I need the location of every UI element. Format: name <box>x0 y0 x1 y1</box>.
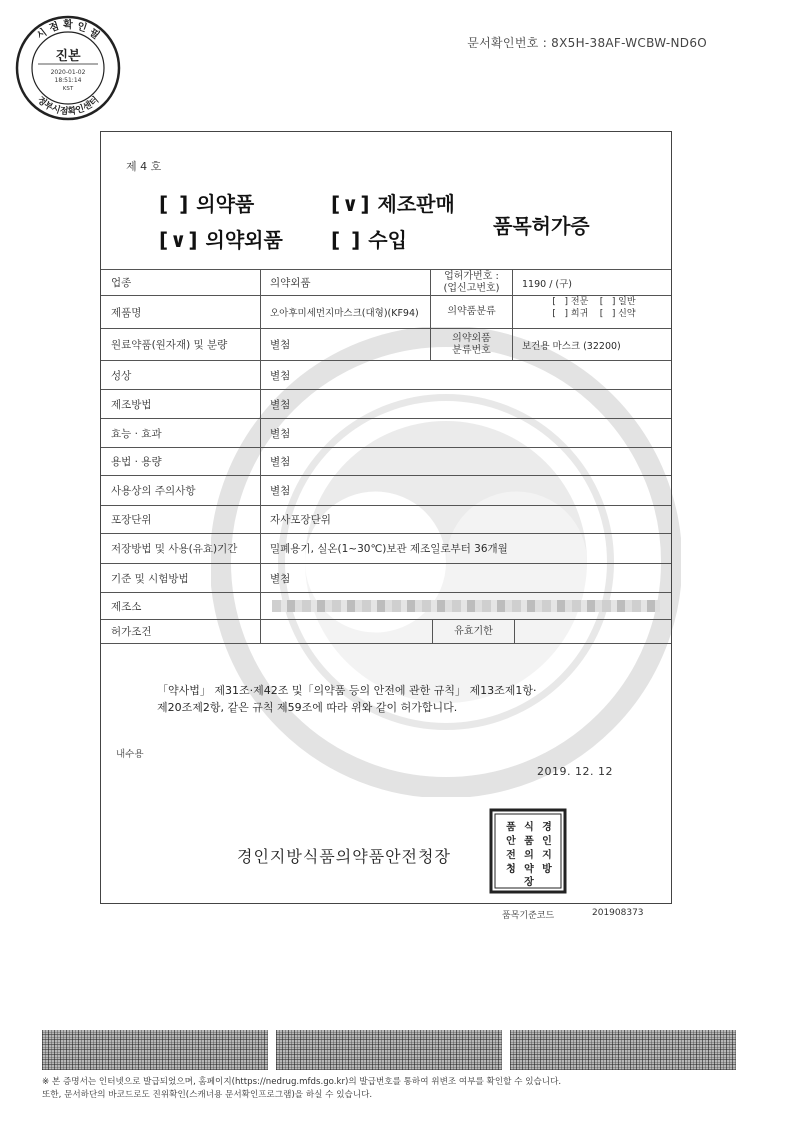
svg-text:안: 안 <box>506 836 516 847</box>
usage-value: 별첨 <box>270 456 291 468</box>
usage-label: 용법 · 용량 <box>101 448 261 475</box>
svg-text:전: 전 <box>506 850 516 861</box>
option-quasi-drug <box>159 224 283 253</box>
option-medicine-label: 의약품 <box>196 192 255 216</box>
table-row <box>101 360 671 389</box>
storage-label: 저장방법 및 사용(유효)기간 <box>101 534 261 563</box>
precautions-label: 사용상의 주의사항 <box>101 476 261 505</box>
option-quasi-drug-label: 의약외품 <box>205 228 283 252</box>
legal-line2: 제20조제2항, 같은 규칙 제59조에 따라 위와 같이 허가합니다. <box>157 701 458 714</box>
svg-text:품: 품 <box>506 822 516 833</box>
table-row <box>101 533 671 563</box>
svg-text:방: 방 <box>542 864 552 875</box>
certificate-frame <box>100 131 672 921</box>
expiry-label: 유효기한 <box>433 620 515 643</box>
classification-checkboxes <box>513 296 671 328</box>
table-row <box>101 389 671 418</box>
certificate-title: 품목허가증 <box>493 214 590 238</box>
table-row <box>101 269 671 295</box>
svg-text:경: 경 <box>542 822 552 833</box>
quasi-class-label-line1: 의약외품 <box>452 332 491 344</box>
notice-line1: ※ 본 증명서는 인터넷으로 발급되었으며, 홈페이지(https://nedrug.mfds.go.kr)의 발급번호를 통하여 위변조 여부를 확인할 수 있습니다. <box>42 1077 562 1087</box>
checkbox-manufacture-sale: [∨] <box>331 192 372 216</box>
table-row <box>101 619 671 644</box>
precautions-value: 별첨 <box>270 485 291 497</box>
ingredients-label: 원료약품(원자재) 및 분량 <box>101 329 261 360</box>
legal-basis-text <box>157 682 536 716</box>
svg-text:시 점 확 인 필: 시 점 확 인 필 <box>34 20 102 42</box>
table-row <box>101 563 671 592</box>
svg-text:인: 인 <box>542 836 552 847</box>
properties-label: 성상 <box>101 361 261 389</box>
product-name-value: 오아후미세먼지마스크(대형)(KF94) <box>261 296 431 328</box>
quasi-class-label-line2: 분류번호 <box>452 344 491 356</box>
legal-line1: 「약사법」 제31조·제42조 및「의약품 등의 안전에 관한 규칙」 제13조제1항· <box>157 684 537 697</box>
packaging-unit-label: 포장단위 <box>101 506 261 533</box>
verification-barcode <box>510 1030 736 1070</box>
redaction-blur <box>272 600 660 612</box>
svg-text:품: 품 <box>524 836 534 847</box>
standards-label: 기준 및 시험방법 <box>101 564 261 592</box>
svg-text:의: 의 <box>524 850 534 861</box>
svg-text:장: 장 <box>524 877 534 888</box>
option-manufacture-sale <box>331 188 455 217</box>
business-type-label: 업종 <box>101 270 261 295</box>
product-code-value: 201908373 <box>592 908 644 918</box>
table-row <box>101 418 671 447</box>
option-import <box>331 224 407 253</box>
table-row <box>101 505 671 533</box>
table-row <box>101 475 671 505</box>
svg-text:2020-01-02: 2020-01-02 <box>50 69 86 76</box>
license-number-label-line1: 업허가번호 : <box>444 270 499 282</box>
expiry-value <box>515 620 671 643</box>
table-row <box>101 592 671 619</box>
efficacy-label: 효능 · 효과 <box>101 419 261 447</box>
product-name-label: 제품명 <box>101 296 261 328</box>
table-row <box>101 328 671 360</box>
table-row <box>101 447 671 475</box>
manufacturing-method-value: 별첨 <box>270 398 291 411</box>
standards-value: 별첨 <box>270 572 291 585</box>
option-medicine <box>159 188 254 217</box>
efficacy-value: 별첨 <box>270 427 291 440</box>
svg-text:식: 식 <box>524 822 534 833</box>
svg-text:KST: KST <box>62 86 74 92</box>
issue-date: 2019. 12. 12 <box>537 765 613 778</box>
svg-text:청: 청 <box>506 864 516 875</box>
quasi-class-label <box>431 329 513 360</box>
option-manufacture-sale-label: 제조판매 <box>377 192 455 216</box>
classification-label: 의약품분류 <box>431 296 513 328</box>
manufacturer-label: 제조소 <box>101 593 261 619</box>
notice-line2: 또한, 문서하단의 바코드로도 진위확인(스캐너용 문서확인프로그램)을 하실 수 있습니다. <box>42 1090 373 1100</box>
checkbox-quasi-drug: [∨] <box>159 228 200 252</box>
official-seal <box>489 808 567 894</box>
svg-text:18:51:14: 18:51:14 <box>54 77 82 84</box>
option-import-label: 수입 <box>368 228 407 252</box>
issuing-authority: 경인지방식품의약품안전청장 <box>237 847 451 866</box>
manufacturing-method-label: 제조방법 <box>101 390 261 418</box>
authenticity-stamp <box>14 14 122 122</box>
license-table <box>101 269 671 644</box>
product-code-label: 품목기준코드 <box>502 911 555 921</box>
issuance-notice <box>42 1076 561 1102</box>
svg-text:진본: 진본 <box>55 49 81 64</box>
checkbox-medicine: [ ] <box>159 192 191 216</box>
domestic-use-label: 내수용 <box>116 749 144 760</box>
svg-text:지: 지 <box>542 850 552 861</box>
conditions-value <box>261 620 433 643</box>
quasi-class-value: 보건용 마스크 (32200) <box>522 340 621 352</box>
conditions-label: 허가조건 <box>101 620 261 643</box>
svg-text:약: 약 <box>524 864 534 875</box>
storage-value: 밀폐용기, 실온(1~30℃)보관 제조일로부터 36개월 <box>270 543 508 555</box>
verification-barcode <box>42 1030 268 1070</box>
classification-line2: [ ] 희귀 [ ] 신약 <box>552 309 636 319</box>
ingredients-value: 별첨 <box>261 329 431 360</box>
license-number-value: 1190 / (구) <box>522 278 573 290</box>
classification-line1: [ ] 전문 [ ] 일반 <box>552 297 636 307</box>
license-number-label <box>431 270 513 295</box>
packaging-unit-value: 자사포장단위 <box>270 514 331 526</box>
license-number-label-line2: (업신고번호) <box>443 282 500 294</box>
properties-value: 별첨 <box>270 369 291 382</box>
svg-text:정부시점확인센터: 정부시점확인센터 <box>34 95 102 118</box>
form-number: 제 4 호 <box>126 160 162 173</box>
verification-barcode <box>276 1030 502 1070</box>
checkbox-import: [ ] <box>331 228 363 252</box>
manufacturer-value-redacted <box>261 593 671 619</box>
business-type-value: 의약외품 <box>261 270 431 295</box>
table-row <box>101 295 671 328</box>
document-confirmation-number: 문서확인번호 : 8X5H-38AF-WCBW-ND6O <box>467 36 707 50</box>
